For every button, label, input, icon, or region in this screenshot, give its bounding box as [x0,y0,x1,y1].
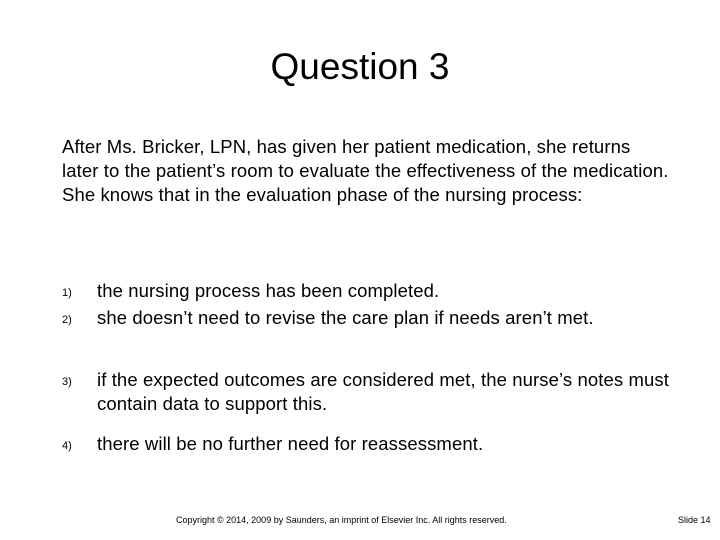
slide-title: Question 3 [270,46,450,87]
option-number: 4) [62,440,72,452]
option-text: if the expected outcomes are considered met, the nurse’s notes must contain data to support this. [97,369,669,414]
option-text: there will be no further need for reassessment. [97,433,484,454]
option-text: she doesn’t need to revise the care plan if needs aren’t met. [97,307,594,328]
option-number: 3) [62,376,72,388]
copyright-notice: Copyright © 2014, 2009 by Saunders, an imprint of Elsevier Inc. All rights reserved. [176,515,507,525]
slide-number: Slide 14 [678,515,711,525]
option-number: 1) [62,287,72,299]
option-number: 2) [62,314,72,326]
question-stem: After Ms. Bricker, LPN, has given her patient medication, she returns later to the patient’s room to evaluate the effectiveness of the medication. She knows that in the evaluation phase of the nursing process: [62,136,669,205]
option-text: the nursing process has been completed. [97,280,440,301]
